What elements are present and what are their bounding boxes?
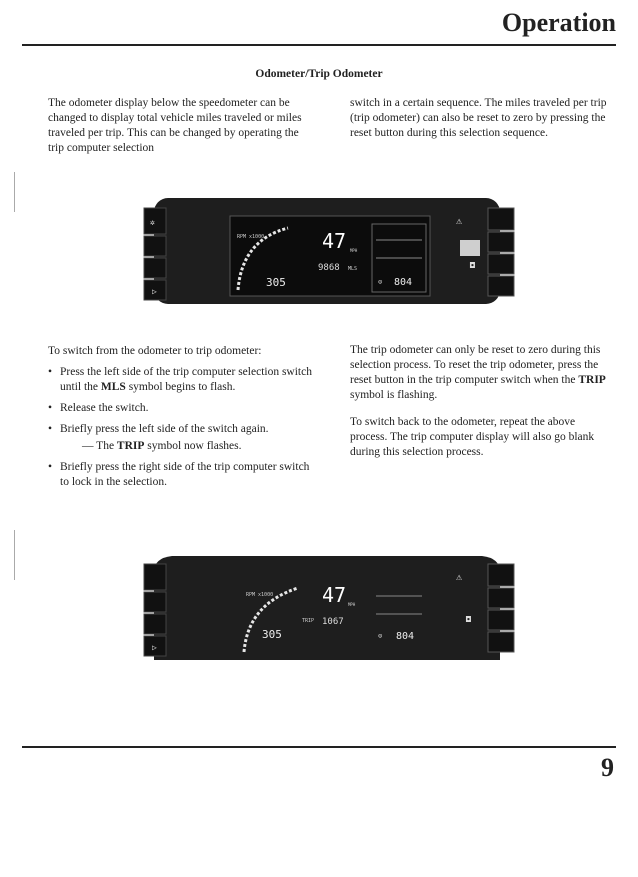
margin-mark [14, 530, 15, 580]
note-switch-back: To switch back to the odometer, repeat the above process. The trip computer display will also go blank during this selection process. [350, 416, 595, 458]
footer-rule [22, 746, 616, 748]
note-reset: The trip odometer can only be reset to zero during this selection process. To reset the trip odometer, press the reset button in the trip computer switch when the TRIP symbol is flashing. [350, 344, 606, 401]
svg-text:⊙: ⊙ [378, 632, 383, 640]
intro-column-1 [48, 96, 316, 156]
tach-readout: 305 [262, 628, 282, 641]
svg-text:◘: ◘ [466, 615, 471, 624]
instructions-lead: To switch from the odometer to trip odometer: [48, 345, 262, 357]
svg-text:◘: ◘ [470, 261, 475, 270]
svg-text:⚠: ⚠ [456, 572, 463, 583]
dashboard-illustration-trip [138, 548, 516, 674]
header-rule [22, 44, 616, 46]
speed-readout: 47 [322, 229, 347, 253]
instruction-step-4: • Briefly press the right side of the trip computer switch to lock in the selection. [48, 460, 316, 490]
speed-unit: MPH [348, 602, 356, 607]
notes-column [350, 343, 615, 460]
odometer-readout: 1067 [322, 617, 344, 627]
instruction-step-1: • Press the left side of the trip computer selection switch until the MLS symbol begins to flash. [48, 365, 316, 395]
speed-unit: MPH [350, 248, 358, 253]
clock-readout: 804 [394, 277, 413, 288]
dashboard-illustration-odometer [138, 184, 516, 314]
clock-readout: 804 [396, 631, 415, 642]
rpm-label: RPM x1000 [246, 592, 274, 598]
instruction-list [48, 365, 316, 490]
odometer-readout: 9868 [318, 263, 340, 273]
svg-text:⚠: ⚠ [456, 216, 463, 227]
page-header-title: Operation [501, 8, 616, 37]
instruction-step-2: • Release the switch. [48, 401, 316, 416]
margin-mark [14, 172, 15, 212]
intro-text-1: The odometer display below the speedometer can be changed to display total vehicle miles traveled or miles traveled per trip. This can be changed by operating the trip computer selection [48, 97, 302, 154]
svg-text:✲: ✲ [150, 218, 155, 227]
instruction-substep: — The TRIP symbol now flashes. [82, 440, 242, 452]
odometer-unit: MLS [348, 266, 358, 272]
trip-label: TRIP [302, 618, 315, 624]
svg-text:▷: ▷ [152, 287, 157, 296]
instructions-column [48, 344, 316, 496]
svg-text:▷: ▷ [152, 643, 157, 652]
rpm-label: RPM x1000 [237, 234, 265, 240]
svg-text:⊙: ⊙ [378, 278, 383, 286]
speed-readout: 47 [322, 583, 347, 607]
page-number: 9 [601, 753, 614, 782]
intro-text-2: switch in a certain sequence. The miles traveled per trip (trip odometer) can also be reset to zero by pressing the reset button during this selection sequence. [350, 97, 607, 139]
intro-column-2 [350, 96, 615, 141]
section-title: Odometer/Trip Odometer [255, 68, 383, 80]
instruction-step-3: • Briefly press the left side of the switch again. — The TRIP symbol now flashes. [48, 422, 316, 454]
tach-readout: 305 [266, 276, 286, 289]
